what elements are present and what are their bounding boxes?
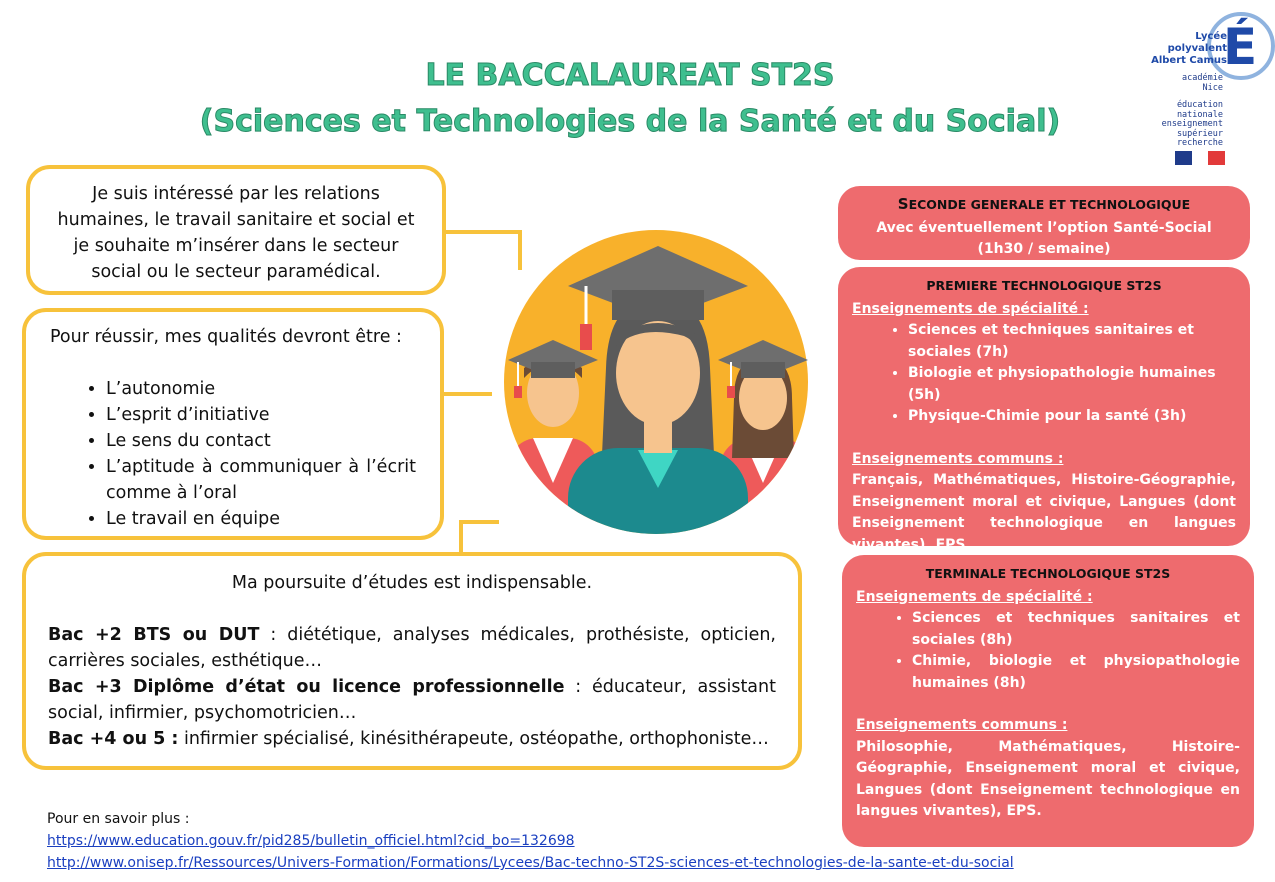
page-title: LE BACCALAUREAT ST2S (425, 58, 835, 93)
premiere-specialite-label: Enseignements de spécialité : (852, 300, 1089, 317)
qualities-box (22, 308, 444, 540)
studies-heading: Ma poursuite d’études est indispensable. (231, 573, 593, 593)
graduates-illustration (488, 228, 824, 538)
seconde-heading: SECONDE GENERALE ET TECHNOLOGIQUE (897, 195, 1191, 213)
ministere-label: éducation nationale enseignement supérieur recherche (1161, 100, 1223, 148)
footer-links (47, 808, 1014, 874)
republique-flag-icon (1175, 151, 1225, 165)
qualities-list (50, 376, 416, 532)
list-item: • L’aptitude à communiquer à l’écrit comme à l’oral (106, 454, 416, 506)
terminale-communs-text: Philosophie, Mathématiques, Histoire-Géographie, Enseignement moral et civique, Langues (dont Enseignement technologique en langues vivantes), EPS. (856, 738, 1240, 819)
list-item: • Sciences et techniques sanitaires et sociales (8h) (912, 608, 1240, 651)
onisep-link[interactable]: http://www.onisep.fr/Ressources/Univers-Formation/Formations/Lycees/Bac-techno-ST2S-sciences-et-technologies-de-la-sante-et-du-social (47, 855, 1014, 871)
list-item: • Biologie et physiopathologie humaines (5h) (908, 363, 1236, 406)
list-item: • Le travail en équipe (106, 506, 416, 532)
seconde-panel (838, 186, 1250, 260)
list-item: • Physique-Chimie pour la santé (3h) (908, 406, 1236, 428)
list-item: • L’autonomie (106, 376, 416, 402)
premiere-communs-label: Enseignements communs : (852, 450, 1064, 467)
seconde-text: Avec éventuellement l’option Santé-Social (1h30 / semaine) (876, 219, 1212, 257)
list-item: • L’esprit d’initiative (106, 402, 416, 428)
school-logo (1135, 6, 1275, 176)
qualities-heading: Pour réussir, mes qualités devront être : (50, 327, 402, 347)
intro-text: Je suis intéressé par les relations humaines, le travail sanitaire et social et je souhaite m’insérer dans le secteur social ou le secteur paramédical. (57, 184, 415, 282)
terminale-specialite-list (856, 608, 1240, 694)
studies-box (22, 552, 802, 770)
premiere-heading: PREMIERE TECHNOLOGIQUE ST2S (926, 278, 1162, 293)
footer-label: Pour en savoir plus : (47, 811, 190, 827)
studies-row: Bac +2 BTS ou DUT : diététique, analyses médicales, prothésiste, opticien, carrières sociales, esthétique… (48, 625, 776, 671)
list-item: • Chimie, biologie et physiopathologie humaines (8h) (912, 651, 1240, 694)
terminale-communs-label: Enseignements communs : (856, 717, 1068, 733)
school-name: Lycée polyvalent Albert Camus (1151, 31, 1227, 66)
list-item: • Le sens du contact (106, 428, 416, 454)
premiere-specialite-list (852, 320, 1236, 428)
premiere-panel (838, 267, 1250, 553)
education-link[interactable]: https://www.education.gouv.fr/pid285/bulletin_officiel.html?cid_bo=132698 (47, 833, 575, 849)
terminale-panel (842, 555, 1254, 847)
studies-row: Bac +4 ou 5 : infirmier spécialisé, kinésithérapeute, ostéopathe, orthophoniste… (48, 729, 769, 749)
connector-line (442, 392, 492, 396)
terminale-heading: TERMINALE TECHNOLOGIQUE ST2S (925, 566, 1171, 581)
terminale-specialite-label: Enseignements de spécialité : (856, 588, 1093, 605)
svg-text:É: É (1223, 18, 1258, 76)
intro-box (26, 165, 446, 295)
page-subtitle: (Sciences et Technologies de la Santé et du Social) (199, 104, 1061, 139)
academie-label: académie Nice (1182, 73, 1223, 93)
studies-row: Bac +3 Diplôme d’état ou licence professionnelle : éducateur, assistant social, infirmier, psychomotricien… (48, 677, 776, 723)
list-item: • Sciences et techniques sanitaires et sociales (7h) (908, 320, 1236, 363)
premiere-communs-text: Français, Mathématiques, Histoire-Géographie, Enseignement moral et civique, Langues (dont Enseignement technologique en langues vivantes), EPS. (852, 472, 1236, 553)
connector-line (459, 520, 463, 554)
